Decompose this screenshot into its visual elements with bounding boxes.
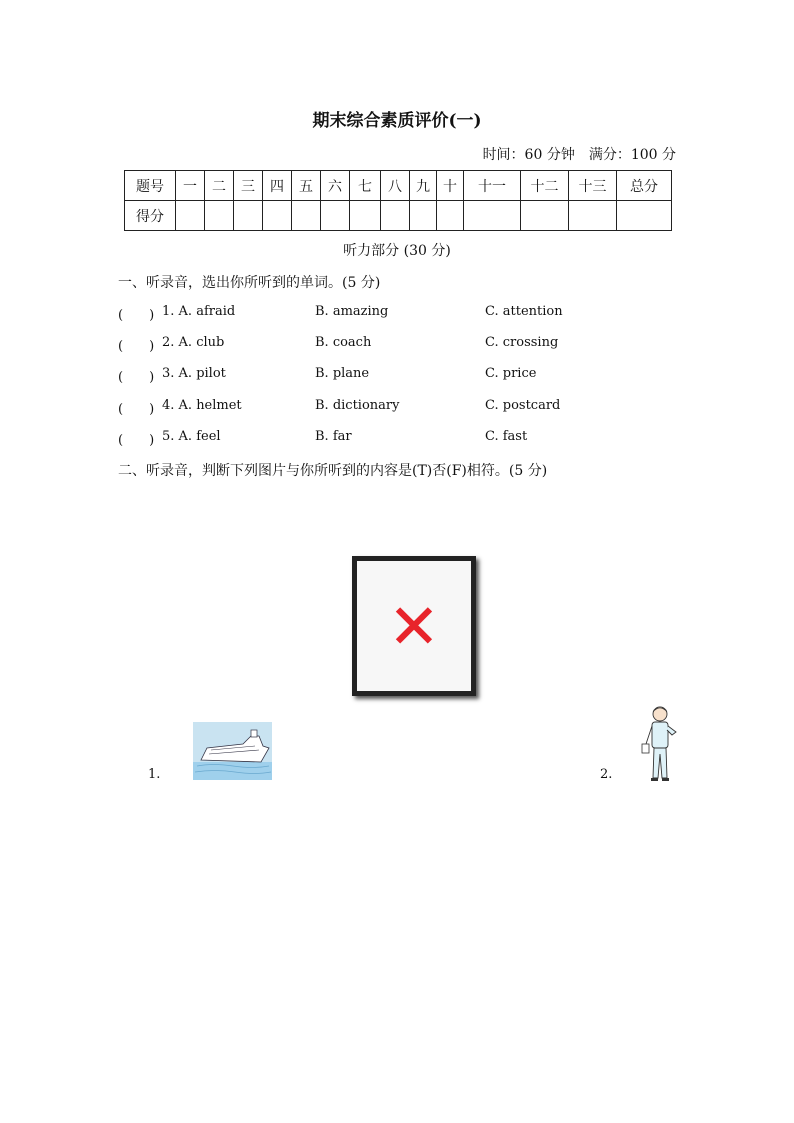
part1-heading: 一、听录音，选出你所听到的单词。(5 分)	[118, 275, 381, 291]
picture-label-1: 1.	[148, 767, 161, 782]
option-a: 2. A. club	[162, 335, 225, 350]
option-b: B. plane	[315, 366, 370, 381]
picture-label-2: 2.	[600, 767, 613, 782]
score-cell[interactable]	[205, 201, 234, 231]
table-cell: 二	[205, 171, 234, 201]
table-cell: 七	[350, 171, 381, 201]
option-b: B. amazing	[315, 304, 389, 319]
table-cell: 九	[410, 171, 437, 201]
table-cell: 四	[263, 171, 292, 201]
score-cell[interactable]	[350, 201, 381, 231]
list-item	[118, 366, 678, 384]
table-cell: 十二	[521, 171, 569, 201]
score-cell[interactable]	[569, 201, 617, 231]
list-item	[118, 398, 678, 416]
score-cell[interactable]	[617, 201, 672, 231]
table-cell: 一	[176, 171, 205, 201]
section-title: 听力部分 (30 分)	[343, 243, 451, 259]
red-x-icon: ✕	[388, 589, 440, 663]
option-c: C. attention	[485, 304, 563, 319]
time-info: 时间：60 分钟 满分：100 分	[482, 147, 676, 163]
option-c: C. postcard	[485, 398, 561, 413]
boy-with-watch-icon	[640, 704, 680, 784]
answer-blank[interactable]: ( )	[118, 308, 155, 323]
answer-blank[interactable]: ( )	[118, 339, 155, 354]
option-b: B. far	[315, 429, 352, 444]
score-table-score-row	[125, 201, 672, 231]
part2-heading: 二、听录音，判断下列图片与你所听到的内容是(T)否(F)相符。(5 分)	[118, 463, 548, 479]
table-cell: 总分	[617, 171, 672, 201]
score-cell[interactable]	[263, 201, 292, 231]
score-table-header-row	[125, 171, 672, 201]
ship-icon	[193, 722, 272, 780]
table-cell: 三	[234, 171, 263, 201]
option-a: 3. A. pilot	[162, 366, 226, 381]
table-cell: 十三	[569, 171, 617, 201]
score-table	[124, 170, 672, 231]
score-cell[interactable]	[437, 201, 464, 231]
list-item	[118, 429, 678, 447]
score-cell[interactable]	[234, 201, 263, 231]
score-cell[interactable]	[381, 201, 410, 231]
list-item	[118, 335, 678, 353]
table-cell: 八	[381, 171, 410, 201]
table-cell: 得分	[125, 201, 176, 231]
score-cell[interactable]	[410, 201, 437, 231]
option-b: B. dictionary	[315, 398, 400, 413]
page-title: 期末综合素质评价(一)	[312, 111, 482, 131]
answer-blank[interactable]: ( )	[118, 433, 155, 448]
list-item	[118, 304, 678, 322]
answer-blank[interactable]: ( )	[118, 402, 155, 417]
table-cell: 六	[321, 171, 350, 201]
broken-image-icon	[352, 556, 476, 696]
table-cell: 五	[292, 171, 321, 201]
score-cell[interactable]	[292, 201, 321, 231]
answer-blank[interactable]: ( )	[118, 370, 155, 385]
option-a: 1. A. afraid	[162, 304, 236, 319]
option-c: C. fast	[485, 429, 528, 444]
option-a: 5. A. feel	[162, 429, 221, 444]
score-cell[interactable]	[521, 201, 569, 231]
score-cell[interactable]	[176, 201, 205, 231]
option-c: C. price	[485, 366, 537, 381]
option-b: B. coach	[315, 335, 372, 350]
table-cell: 十	[437, 171, 464, 201]
table-cell: 十一	[464, 171, 521, 201]
option-a: 4. A. helmet	[162, 398, 242, 413]
score-cell[interactable]	[464, 201, 521, 231]
score-cell[interactable]	[321, 201, 350, 231]
table-cell: 题号	[125, 171, 176, 201]
option-c: C. crossing	[485, 335, 559, 350]
